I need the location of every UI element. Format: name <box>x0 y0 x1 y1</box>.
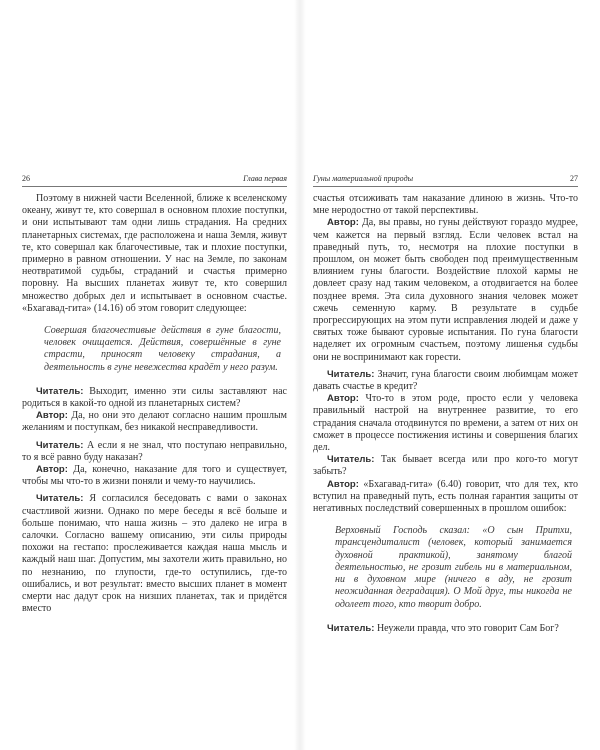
speaker-label: Читатель: <box>36 385 84 397</box>
right-continuation: счастья отсиживать там наказание длиною в жизнь. Что-то мне неродостно от такой перспективы. <box>313 193 578 217</box>
dialogue-line <box>22 386 287 410</box>
left-page <box>22 174 287 616</box>
dialogue-text: А если я не знал, что поступаю неправильно, то я всё равно буду наказан? <box>22 439 288 463</box>
dialogue-text: Да, вы правы, но гуны действуют гораздо мудрее, чем кажется на первый взгляд. Если человек встал на праведный путь, то, несмотря на плохие поступки в прошлом, он может быть свободен под преимущественным влиянием гуны благости. Воздействие плохой кармы не довлеет сразу над таким человеком, а отодвигается на более позднее время. Эта сила духовного знания человек может сжечь семенную карму. В результате в судьбе прогрессирующих на этом пути исправления людей и даже у святых тоже бывают суровые испытания. По гуна благости наделяет их огромным счастьем, поэтому лишенья судьбы они не воспринимают как горести. <box>313 217 578 363</box>
right-page <box>313 174 578 635</box>
right-quote: Верховный Господь сказал: «О сын Притхи, трансцендиталист (человек, который занимается духовной практикой), занятому благой деятельностью, не грозит гибель ни в материальном, ни в духовном мире (ничего в аду, не грозит неожиданная деградация). О Мой друг, ты никогда не одолеет того, кто творит добро. <box>335 525 572 610</box>
speaker-label: Читатель: <box>327 622 375 634</box>
dialogue-line <box>22 464 287 488</box>
dialogue-text: «Бхагавад-гита» (6.40) говорит, что для тех, кто вступил на праведный путь, есть полная гарантия защиты от негативных последствий совершенных в прошлом ошибок: <box>313 478 578 515</box>
speaker-label: Читатель: <box>327 368 375 380</box>
dialogue-line <box>313 454 578 478</box>
speaker-label: Автор: <box>327 393 359 405</box>
speaker-label: Читатель: <box>36 439 84 451</box>
dialogue-text: Да, но они это делают согласно нашим прошлым желаниям и поступкам, без никакой несправедливости. <box>22 410 287 434</box>
right-running-header <box>313 174 578 187</box>
dialogue-text: Так бывает всегда или про кого-то могут забыть? <box>313 454 578 478</box>
dialogue-text: Что-то в этом роде, просто если у человека правильный настрой на внутреннее развитие, то его страдания сначала отодвинутся по времени, а затем от них он сможет в процессе постижения истины и совершения благих дел. <box>313 393 578 454</box>
right-page-number: 27 <box>570 174 578 183</box>
book-gutter <box>294 0 306 750</box>
right-running-title: Гуны материальной природы <box>313 174 414 183</box>
dialogue-text: Я согласился беседовать с вами о законах счастливой жизни. Однако по мере беседы я всё больше и больше понимаю, что наша жизнь – это далеко не игра в салочки. Согласно вашему описанию, эти силы природы похожи на гестапо: прослеживается каждая наша мысль и каждый наш шаг. Допустим, мы захотели жить правильно, но по незнанию, по глупости, где-то оступились, где-то ошибались, и вот результат: вместо высших планет в момент смерти нас дадут срок на низших планетах, так и придётся вместо <box>22 493 287 615</box>
dialogue-line <box>313 479 578 516</box>
dialogue-line <box>313 393 578 454</box>
dialogue-text: Да, конечно, наказание для того и существует, чтобы мы что-то в жизни поняли и чему-то научились. <box>22 464 287 488</box>
dialogue-text: Выходит, именно эти силы заставляют нас родиться в какой-то одной из планетарных систем? <box>22 385 287 410</box>
left-running-title: Глава первая <box>243 174 287 183</box>
speaker-label: Автор: <box>36 464 68 476</box>
dialogue-line <box>313 369 578 393</box>
dialogue-text: Значит, гуна благости своим любимцам может давать счастье в кредит? <box>313 368 578 393</box>
speaker-label: Автор: <box>327 478 359 490</box>
dialogue-line <box>22 493 287 615</box>
dialogue-text: Неужели правда, что это говорит Сам Бог? <box>376 622 559 634</box>
speaker-label: Автор: <box>36 410 68 422</box>
dialogue-line <box>22 440 287 464</box>
left-page-number: 26 <box>22 174 30 183</box>
dialogue-line <box>22 410 287 434</box>
dialogue-line <box>313 217 578 363</box>
left-running-header <box>22 174 287 187</box>
dialogue-line <box>313 623 578 635</box>
left-paragraph: Поэтому в нижней части Вселенной, ближе к вселенскому океану, живут те, кто совершал в основном плохие поступки, и они испытывают там одни лишь страдания. На средних планетарных системах, где расположена и наша Земля, живут те, кто совершал как благочестивые, так и плохие поступки, примерно в равном отношении. У нас на Земле, по законам неотвратимой судьбы, страданий и счастья примерно поровну. На высших планетах живут те, кто совершил множество добрых дел и испытывает в основном счастье. «Бхагавад-гита» (14.16) об этом говорит следующее: <box>22 193 287 314</box>
speaker-label: Читатель: <box>327 454 375 466</box>
speaker-label: Читатель: <box>36 493 84 505</box>
left-quote: Совершая благочестивые действия в гуне благости, человек очищается. Действия, совершённые в гуне страсти, приносят человеку страдания, а деятельность в гуне невежества крадёт у него разум. <box>44 325 281 373</box>
speaker-label: Автор: <box>327 217 359 229</box>
